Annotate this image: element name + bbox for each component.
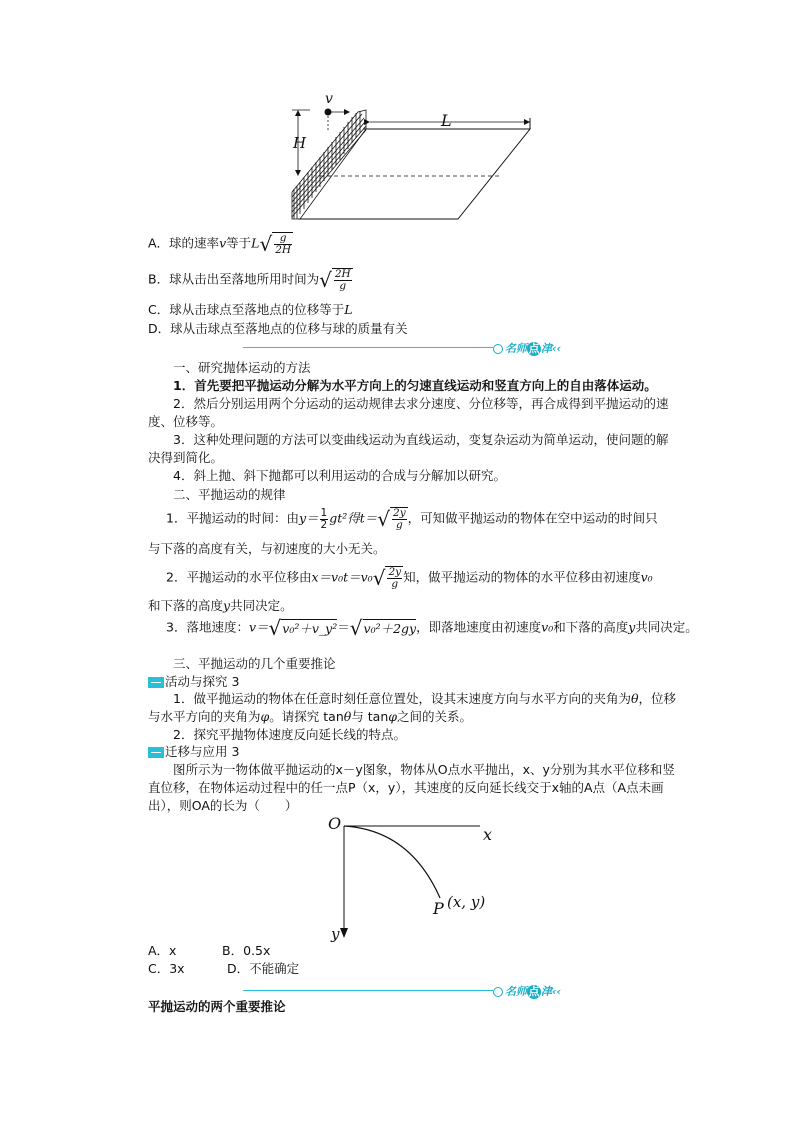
section2-p1: 1．平抛运动的时间：由y＝ $\frac{1}{2}$ gt²得t＝√ $\frac{2y}{g}$ ，可知做平抛运动的物体在空中运动的时间只	[166, 506, 658, 531]
arrow-icon	[148, 747, 164, 758]
teacher-tip-badge: 名师 点 津‹‹	[493, 983, 561, 999]
activity-q2: 2．探究平抛物体速度反向延长线的特点。	[173, 727, 406, 742]
section2-p2: 2．平抛运动的水平位移由x＝v₀t＝v₀√ $\frac{2y}{g}$ 知，做平抛运动的物体的水平位移由初速度v₀	[166, 566, 653, 590]
point-coord: (x, y)	[447, 893, 486, 911]
section2-p1-cont: 与下落的高度有关，与初速度的大小无关。	[148, 541, 386, 556]
option-a: A．球的速率v等于L√ $\frac{g}{2H}$	[148, 232, 292, 256]
net-court-figure	[280, 92, 540, 227]
activity-tag: 活动与探究 3	[148, 673, 239, 691]
section1-p1: 1．首先要把平抛运动分解为水平方向上的匀速直线运动和竖直方向上的自由落体运动。	[173, 378, 657, 393]
section1-p3: 3．这种处理问题的方法可以变曲线运动为直线运动，变复杂运动为简单运动，使问题的解决得到简化。	[148, 432, 669, 465]
section1-p4: 4．斜上抛、斜下抛都可以利用运动的合成与分解加以研究。	[173, 468, 506, 483]
section2-p3: 3．落地速度：v＝√v₀²＋v_y²＝√v₀²＋2gy，即落地速度由初速度v₀和下落的高度y共同决定。	[166, 616, 698, 640]
trajectory-figure	[320, 812, 500, 947]
sqrt-2h-over-g: √ $\frac{2H}{g}$	[319, 268, 351, 292]
separator-line	[243, 347, 493, 348]
sqrt-g-over-2h: √ $\frac{g}{2H}$	[259, 232, 292, 256]
option-d: D．球从击球点至落地点的位移与球的质量有关	[148, 321, 408, 336]
activity-q1: 1．做平抛运动的物体在任意时刻任意位置处，设其末速度方向与水平方向的夹角为θ，位移与水平方向的夹角为φ。请探究 tanθ与 tanφ之间的关系。	[148, 691, 677, 724]
label-H: H	[293, 134, 307, 152]
axis-label-y: y	[331, 925, 340, 943]
application-text: 图所示为一物体做平抛运动的x－y图象，物体从O点水平抛出，x、y分别为其水平位移和竖直位移，在物体运动过程中的任一点P（x，y），其速度的反向延长线交于x轴的A点（A点未画出），则OA的长为（ ）	[148, 762, 675, 813]
circle-icon	[493, 344, 503, 354]
label-L: L	[441, 111, 452, 130]
section2-p2-cont: 和下落的高度y共同决定。	[148, 598, 293, 613]
section2-heading: 二、平抛运动的规律	[173, 487, 286, 502]
section3-heading: 三、平抛运动的几个重要推论	[173, 656, 336, 671]
point-label-P: P	[433, 899, 444, 918]
arrow-icon	[148, 677, 164, 688]
label-v: v	[325, 91, 333, 107]
option-c: C．球从击球点至落地点的位移等于L	[148, 302, 353, 317]
choice-d: D．不能确定	[227, 961, 300, 976]
choice-a: A．x	[148, 943, 177, 958]
choice-b: B．0.5x	[222, 943, 271, 958]
section1-p2: 2．然后分别运用两个分运动的运动规律去求分速度、分位移等，再合成得到平抛运动的速度、位移等。	[148, 396, 669, 429]
choice-c: C．3x	[148, 961, 185, 976]
section1-heading: 一、研究抛体运动的方法	[173, 360, 311, 375]
footer-title: 平抛运动的两个重要推论	[148, 999, 286, 1014]
circle-icon	[493, 987, 503, 997]
axis-label-x: x	[483, 825, 493, 844]
separator-line	[243, 990, 493, 991]
option-b: B．球从击出至落地所用时间为√ $\frac{2H}{g}$	[148, 268, 351, 292]
axis-label-O: O	[328, 814, 342, 833]
application-tag: 迁移与应用 3	[148, 743, 239, 761]
teacher-tip-badge: 名师 点 津‹‹	[493, 340, 561, 356]
